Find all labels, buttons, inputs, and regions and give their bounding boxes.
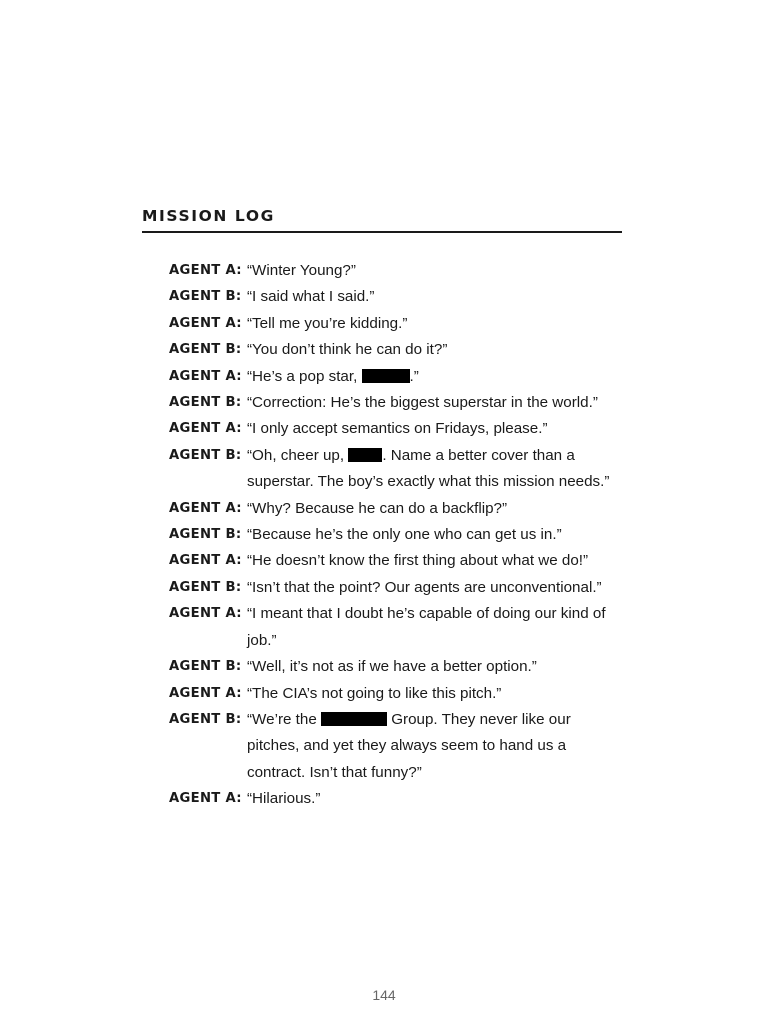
dialogue-line bbox=[247, 443, 619, 496]
dialogue-line bbox=[247, 786, 619, 812]
dialogue-line bbox=[247, 601, 619, 654]
dialogue-text: “Tell me you’re kidding.” bbox=[247, 314, 408, 332]
dialogue-text: “He doesn’t know the first thing about what we do!” bbox=[247, 552, 589, 570]
speaker-label: AGENT A: bbox=[169, 685, 242, 701]
redaction-bar bbox=[321, 712, 387, 726]
dialogue-line bbox=[247, 522, 619, 548]
dialogue-text: “Hilarious.” bbox=[247, 790, 321, 808]
mission-log bbox=[169, 258, 619, 813]
section-divider bbox=[142, 231, 622, 233]
speaker-label: AGENT A: bbox=[169, 263, 242, 278]
dialogue-text: “I only accept semantics on Fridays, please.” bbox=[247, 420, 548, 438]
log-entry bbox=[169, 284, 619, 310]
dialogue-line bbox=[247, 575, 619, 601]
dialogue-text: “Because he’s the only one who can get us in.” bbox=[247, 526, 562, 544]
speaker-label: AGENT A: bbox=[169, 606, 242, 622]
log-entry bbox=[169, 496, 619, 522]
redaction-bar bbox=[348, 448, 382, 462]
dialogue-line bbox=[247, 654, 619, 680]
section-title: MISSION LOG bbox=[142, 207, 275, 225]
dialogue-line bbox=[247, 390, 619, 416]
dialogue-text: “I said what I said.” bbox=[247, 288, 375, 306]
speaker-label: AGENT A: bbox=[169, 368, 242, 384]
speaker-label: AGENT B: bbox=[169, 711, 242, 727]
speaker-label: AGENT A: bbox=[169, 315, 242, 331]
log-entry bbox=[169, 390, 619, 416]
dialogue-text: “I meant that I doubt he’s capable of doing our kind of job.” bbox=[247, 605, 606, 649]
log-entry bbox=[169, 337, 619, 363]
speaker-label: AGENT A: bbox=[169, 553, 242, 569]
dialogue-text: “The CIA’s not going to like this pitch.” bbox=[247, 684, 502, 702]
log-entry bbox=[169, 575, 619, 601]
dialogue-line bbox=[247, 258, 619, 284]
speaker-label: AGENT B: bbox=[169, 527, 242, 543]
log-entry bbox=[169, 786, 619, 812]
log-entry bbox=[169, 707, 619, 786]
dialogue-text-tail: .” bbox=[409, 367, 419, 385]
dialogue-line bbox=[247, 284, 619, 310]
log-entry bbox=[169, 654, 619, 680]
speaker-label: AGENT A: bbox=[169, 500, 242, 516]
speaker-label: AGENT A: bbox=[169, 421, 242, 437]
log-entry bbox=[169, 416, 619, 442]
log-entry bbox=[169, 311, 619, 337]
log-entry bbox=[169, 681, 619, 707]
dialogue-text: “We’re the bbox=[247, 710, 321, 728]
dialogue-line bbox=[247, 311, 619, 337]
dialogue-line bbox=[247, 416, 619, 442]
dialogue-line bbox=[247, 681, 619, 707]
dialogue-line bbox=[247, 707, 619, 786]
dialogue-text: “Isn’t that the point? Our agents are unconventional.” bbox=[247, 578, 602, 596]
redaction-bar bbox=[362, 369, 410, 383]
speaker-label: AGENT B: bbox=[169, 289, 242, 305]
speaker-label: AGENT B: bbox=[169, 579, 242, 595]
speaker-label: AGENT B: bbox=[169, 342, 242, 358]
log-entry bbox=[169, 522, 619, 548]
dialogue-text: “Oh, cheer up, bbox=[247, 446, 349, 464]
dialogue-text: “Winter Young?” bbox=[247, 262, 356, 279]
speaker-label: AGENT B: bbox=[169, 659, 242, 675]
dialogue-text-tail: . Name a better cover than a superstar. The boy’s exactly what this mission needs.” bbox=[247, 446, 610, 491]
dialogue-text: “Well, it’s not as if we have a better option.” bbox=[247, 658, 537, 676]
speaker-label: AGENT B: bbox=[169, 447, 242, 463]
dialogue-line bbox=[247, 364, 619, 390]
dialogue-line bbox=[247, 548, 619, 574]
dialogue-text: “He’s a pop star, bbox=[247, 367, 362, 385]
log-entry bbox=[169, 443, 619, 496]
dialogue-line bbox=[247, 496, 619, 522]
log-entry bbox=[169, 258, 619, 284]
dialogue-line bbox=[247, 337, 619, 363]
dialogue-text: “You don’t think he can do it?” bbox=[247, 341, 448, 359]
page-number: 144 bbox=[372, 987, 396, 1003]
speaker-label: AGENT B: bbox=[169, 395, 242, 411]
log-entry bbox=[169, 601, 619, 654]
dialogue-text-tail: Group. They never like our pitches, and yet they always seem to hand us a contract. Isn’t that funny?” bbox=[247, 710, 571, 781]
log-entry bbox=[169, 548, 619, 574]
speaker-label: AGENT A: bbox=[169, 791, 242, 807]
dialogue-text: “Correction: He’s the biggest superstar in the world.” bbox=[247, 394, 598, 412]
dialogue-text: “Why? Because he can do a backflip?” bbox=[247, 499, 508, 517]
log-entry bbox=[169, 364, 619, 390]
